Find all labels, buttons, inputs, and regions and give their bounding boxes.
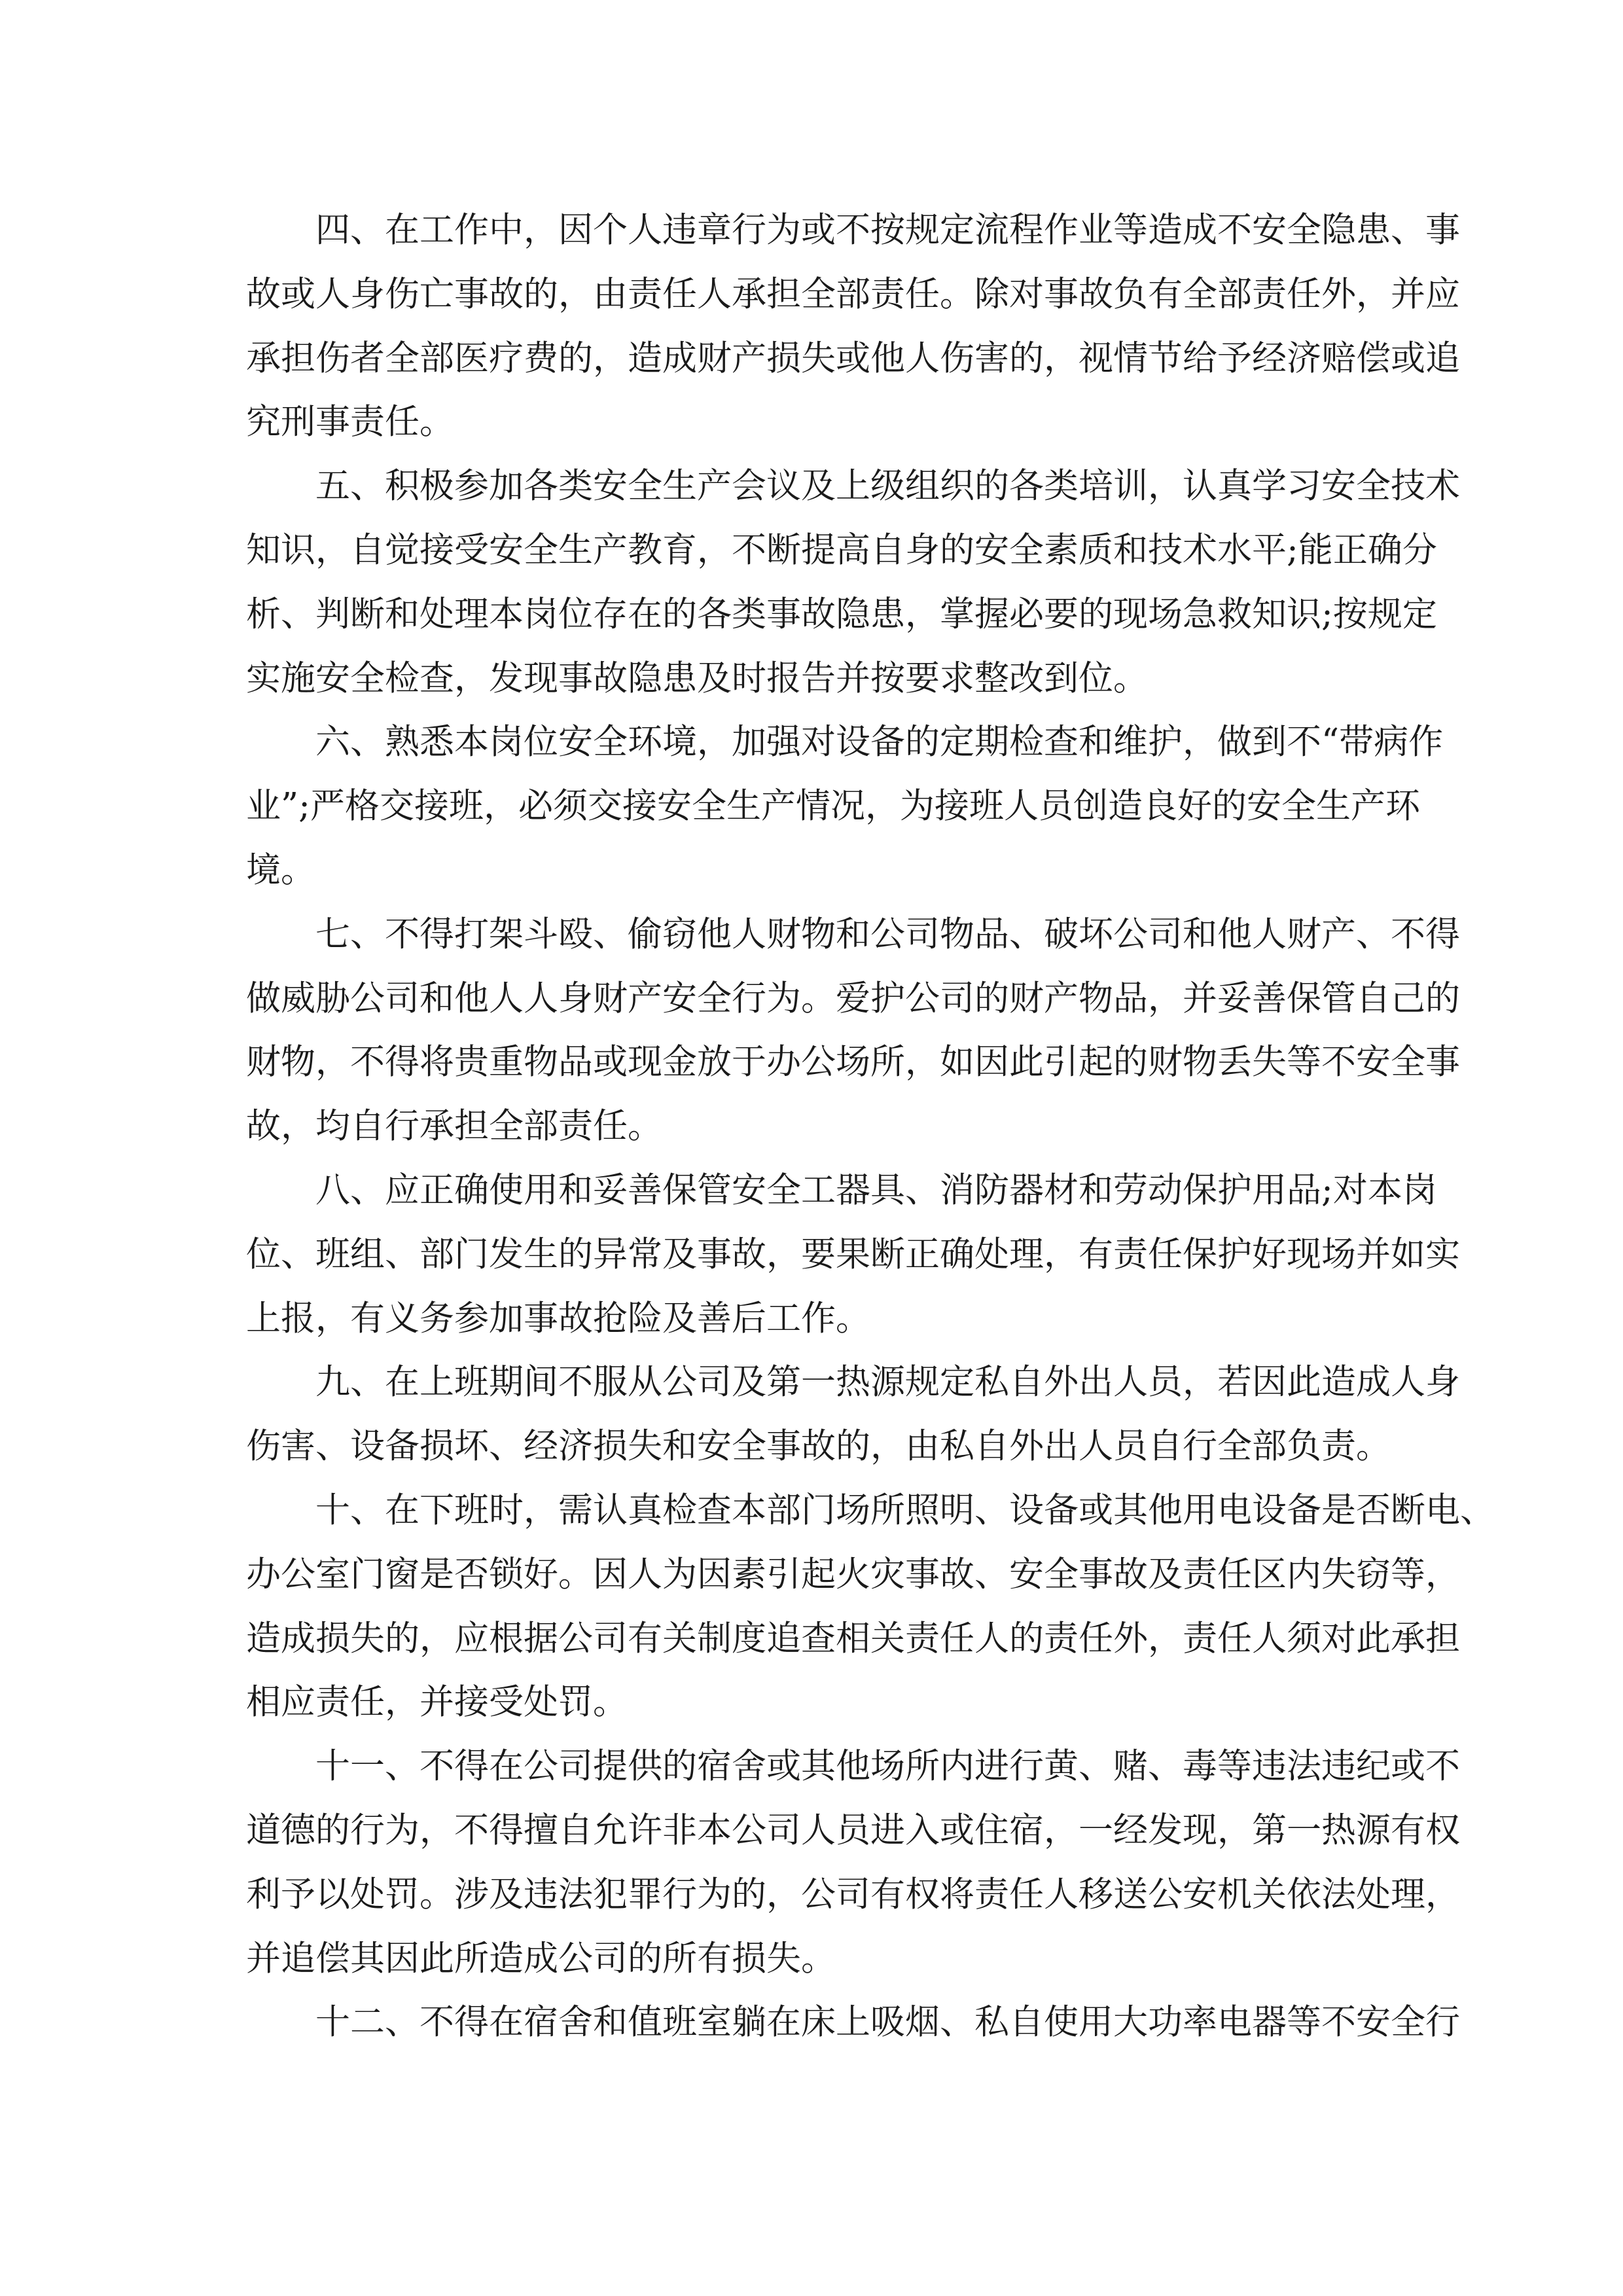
- text-line: 做威胁公司和他人人身财产安全行为。爱护公司的财产物品，并妥善保管自己的: [246, 978, 1460, 1018]
- paragraph: [246, 903, 1460, 1158]
- text-line: 十一、不得在公司提供的宿舍或其他场所内进行黄、赌、毒等违法违纪或不: [315, 1746, 1460, 1787]
- paragraph: [246, 1479, 1495, 1734]
- paragraph: [246, 1350, 1460, 1479]
- text-line: 九、在上班期间不服从公司及第一热源规定私自外出人员，若因此造成人身: [315, 1362, 1460, 1403]
- text-line: 道德的行为，不得擅自允许非本公司人员进入或住宿，一经发现，第一热源有权: [246, 1810, 1460, 1850]
- text-line: 六、熟悉本岗位安全环境，加强对设备的定期检查和维护，做到不“带病作: [315, 722, 1444, 762]
- text-line: 上报，有义务参加事故抢险及善后工作。: [246, 1298, 870, 1338]
- text-line: 利予以处罚。涉及违法犯罪行为的，公司有权将责任人移送公安机关依法处理，: [246, 1874, 1460, 1914]
- text-line: 究刑事责任。: [246, 402, 454, 442]
- text-line: 伤害、设备损坏、经济损失和安全事故的，由私自外出人员自行全部负责。: [246, 1426, 1391, 1467]
- text-line: 办公室门窗是否锁好。因人为因素引起火灾事故、安全事故及责任区内失窃等，: [246, 1554, 1460, 1594]
- text-line: 故或人身伤亡事故的，由责任人承担全部责任。除对事故负有全部责任外，并应: [246, 274, 1460, 314]
- paragraph: [246, 1158, 1460, 1350]
- paragraph: [246, 1734, 1460, 1990]
- text-line: 四、在工作中，因个人违章行为或不按规定流程作业等造成不安全隐患、事: [315, 210, 1460, 250]
- paragraph: [246, 710, 1444, 902]
- text-line: 十二、不得在宿舍和值班室躺在床上吸烟、私自使用大功率电器等不安全行: [315, 2002, 1460, 2043]
- paragraph: [246, 454, 1460, 710]
- text-line: 知识，自觉接受安全生产教育，不断提高自身的安全素质和技术水平;能正确分: [246, 529, 1437, 570]
- text-line: 故，均自行承担全部责任。: [246, 1106, 662, 1147]
- text-line: 并追偿其因此所造成公司的所有损失。: [246, 1938, 836, 1979]
- text-line: 五、积极参加各类安全生产会议及上级组织的各类培训，认真学习安全技术: [315, 466, 1460, 507]
- text-line: 七、不得打架斗殴、偷窃他人财物和公司物品、破坏公司和他人财产、不得: [315, 914, 1460, 954]
- document-body: [246, 198, 1495, 2054]
- text-line: 财物，不得将贵重物品或现金放于办公场所，如因此引起的财物丢失等不安全事: [246, 1042, 1460, 1083]
- text-line: 相应责任，并接受处罚。: [246, 1682, 628, 1723]
- text-line: 十、在下班时，需认真检查本部门场所照明、设备或其他用电设备是否断电、: [315, 1490, 1495, 1530]
- text-line: 位、班组、部门发生的异常及事故，要果断正确处理，有责任保护好现场并如实: [246, 1234, 1460, 1274]
- text-line: 业”;严格交接班，必须交接安全生产情况，为接班人员创造良好的安全生产环: [246, 786, 1420, 827]
- paragraph: [246, 1990, 1460, 2054]
- text-line: 境。: [246, 850, 315, 890]
- text-line: 八、应正确使用和妥善保管安全工器具、消防器材和劳动保护用品;对本岗: [315, 1170, 1437, 1210]
- paragraph: [246, 198, 1460, 454]
- text-line: 造成损失的，应根据公司有关制度追查相关责任人的责任外，责任人须对此承担: [246, 1618, 1460, 1659]
- text-line: 承担伤者全部医疗费的，造成财产损失或他人伤害的，视情节给予经济赔偿或追: [246, 338, 1460, 378]
- text-line: 析、判断和处理本岗位存在的各类事故隐患，掌握必要的现场急救知识;按规定: [246, 594, 1437, 634]
- text-line: 实施安全检查，发现事故隐患及时报告并按要求整改到位。: [246, 658, 1148, 698]
